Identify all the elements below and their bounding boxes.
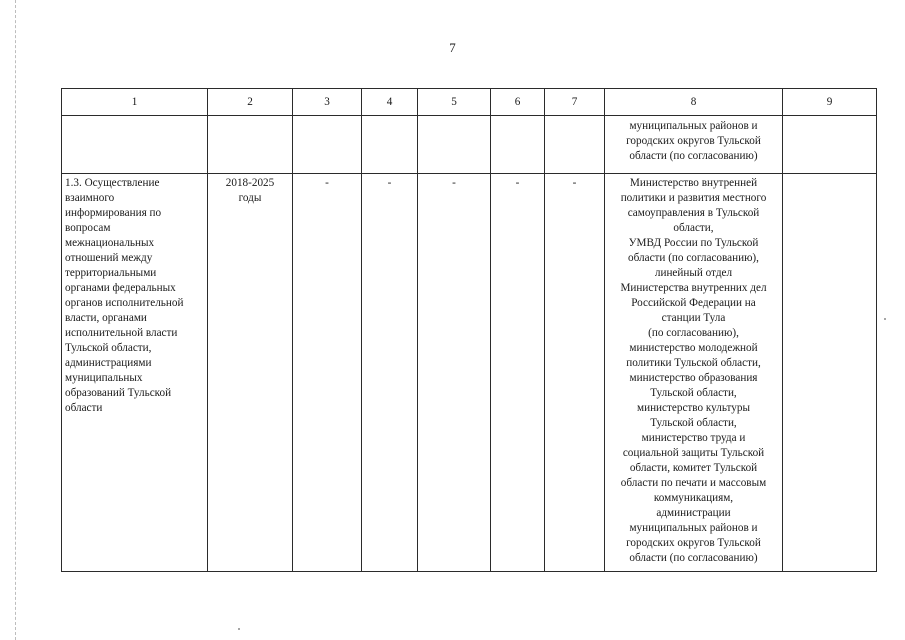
text-line: годы bbox=[238, 192, 262, 204]
measure-period bbox=[208, 174, 293, 572]
text-line: станции Тула bbox=[661, 312, 726, 324]
text-line: министерство культуры bbox=[637, 402, 750, 414]
text-line: Министерства внутренних дел bbox=[620, 282, 767, 294]
text-line: Тульской области, bbox=[65, 342, 152, 354]
measure-col-7: - bbox=[545, 174, 605, 572]
continuation-row bbox=[62, 116, 877, 174]
text-line: области, комитет Тульской bbox=[629, 462, 758, 474]
text-line: Российской Федерации на bbox=[631, 297, 756, 309]
text-line: территориальными bbox=[65, 267, 157, 279]
text-line: коммуникациям, bbox=[653, 492, 734, 504]
header-col-3: 3 bbox=[293, 89, 362, 116]
header-col-8: 8 bbox=[605, 89, 783, 116]
text-line: 2018-2025 bbox=[225, 177, 275, 189]
text-line: самоуправления в Тульской bbox=[627, 207, 760, 219]
text-line: Тульской области, bbox=[650, 417, 737, 429]
text-line: Тульской области, bbox=[650, 387, 737, 399]
text-line: взаимного bbox=[65, 192, 115, 204]
cont-cell-6 bbox=[491, 116, 545, 174]
text-line: информирования по bbox=[65, 207, 162, 219]
measure-col-9 bbox=[783, 174, 877, 572]
text-line: отношений между bbox=[65, 252, 153, 264]
cont-cell-7 bbox=[545, 116, 605, 174]
text-line: (по согласованию), bbox=[648, 327, 739, 339]
text-line: городских округов Тульской bbox=[626, 537, 761, 549]
text-line: линейный отдел bbox=[654, 267, 733, 279]
text-line: муниципальных районов и bbox=[629, 522, 758, 534]
header-col-5: 5 bbox=[418, 89, 491, 116]
text-line: министерство труда и bbox=[641, 432, 746, 444]
text-line: вопросам bbox=[65, 222, 111, 234]
text-line: межнациональных bbox=[65, 237, 155, 249]
text-line: области по печати и массовым bbox=[620, 477, 767, 489]
text-line: области (по согласованию) bbox=[629, 150, 758, 162]
header-col-9: 9 bbox=[783, 89, 877, 116]
text-line: области, bbox=[673, 222, 714, 234]
cont-cell-4 bbox=[362, 116, 418, 174]
text-line: власти, органами bbox=[65, 312, 147, 324]
measures-table bbox=[61, 88, 877, 572]
text-line: муниципальных bbox=[65, 372, 143, 384]
text-line: социальной защиты Тульской bbox=[622, 447, 765, 459]
measure-description bbox=[62, 174, 208, 572]
text-line: министерство образования bbox=[629, 372, 758, 384]
header-col-7: 7 bbox=[545, 89, 605, 116]
measure-col-5: - bbox=[418, 174, 491, 572]
text-line: исполнительной власти bbox=[65, 327, 178, 339]
scan-margin-line bbox=[15, 0, 16, 640]
text-line: 1.3. Осуществление bbox=[65, 177, 160, 189]
text-line: органами федеральных bbox=[65, 282, 176, 294]
text-line: области (по согласованию) bbox=[629, 552, 758, 564]
text-line: образований Тульской bbox=[65, 387, 172, 399]
page-number: 7 bbox=[449, 40, 456, 55]
scan-speck bbox=[884, 318, 886, 320]
header-row bbox=[62, 89, 877, 116]
header-col-2: 2 bbox=[208, 89, 293, 116]
measure-col-6: - bbox=[491, 174, 545, 572]
cont-cell-3 bbox=[293, 116, 362, 174]
text-line: политики Тульской области, bbox=[626, 357, 761, 369]
text-line: городских округов Тульской bbox=[626, 135, 761, 147]
scan-speck bbox=[238, 628, 240, 630]
text-line: политики и развития местного bbox=[620, 192, 767, 204]
text-line: муниципальных районов и bbox=[629, 120, 758, 132]
measure-col-4: - bbox=[362, 174, 418, 572]
measure-executors bbox=[605, 174, 783, 572]
text-line: администрации bbox=[656, 507, 731, 519]
header-col-6: 6 bbox=[491, 89, 545, 116]
text-line: УМВД России по Тульской bbox=[628, 237, 759, 249]
cont-cell-9 bbox=[783, 116, 877, 174]
text-line: министерство молодежной bbox=[629, 342, 758, 354]
header-col-4: 4 bbox=[362, 89, 418, 116]
measure-col-3: - bbox=[293, 174, 362, 572]
text-line: области bbox=[65, 402, 103, 414]
text-line: администрациями bbox=[65, 357, 152, 369]
cont-cell-1 bbox=[62, 116, 208, 174]
cont-cell-executors bbox=[605, 116, 783, 174]
cont-cell-5 bbox=[418, 116, 491, 174]
text-line: области (по согласованию), bbox=[628, 252, 759, 264]
measure-row-1-3 bbox=[62, 174, 877, 572]
text-line: Министерство внутренней bbox=[629, 177, 758, 189]
header-col-1: 1 bbox=[62, 89, 208, 116]
cont-cell-2 bbox=[208, 116, 293, 174]
text-line: органов исполнительной bbox=[65, 297, 184, 309]
